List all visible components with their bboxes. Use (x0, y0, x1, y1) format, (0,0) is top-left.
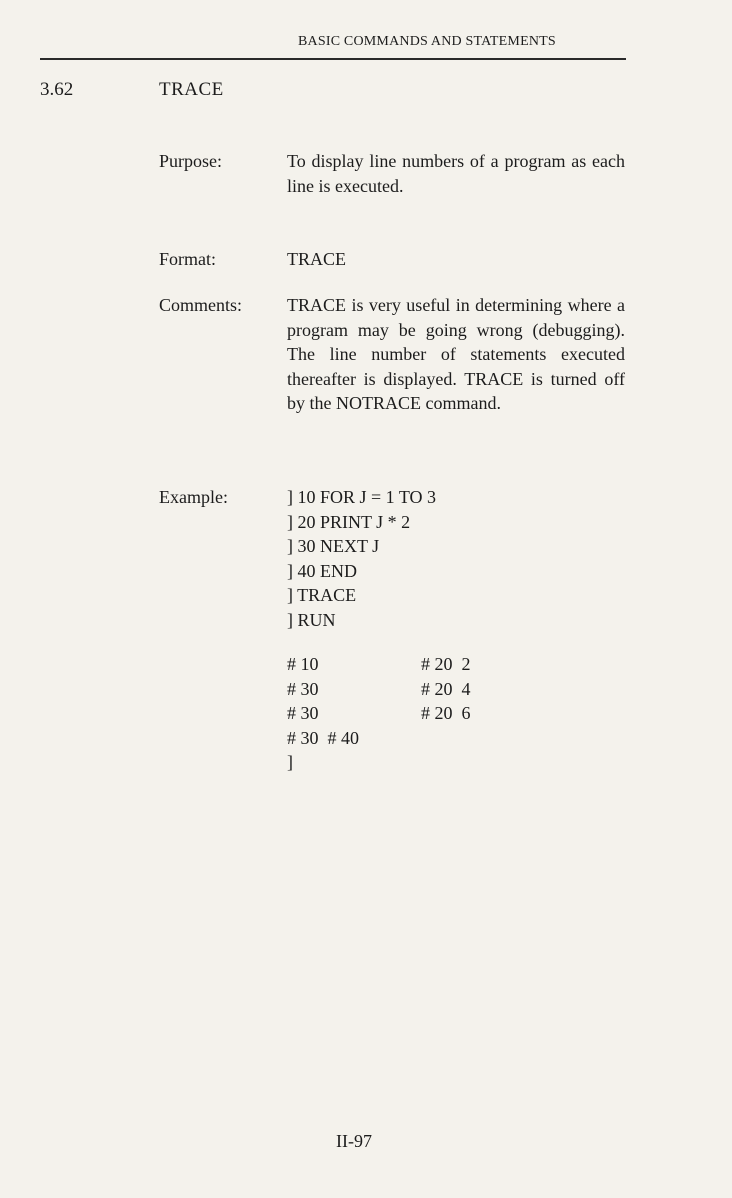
output-right: # 20 2 (421, 654, 471, 674)
running-header: BASIC COMMANDS AND STATEMENTS (298, 34, 556, 49)
purpose-label: Purpose: (159, 151, 222, 171)
code-line: ] 40 END (287, 560, 357, 581)
format-text: TRACE (287, 249, 347, 269)
final-prompt: ] (287, 752, 293, 772)
code-line: ] 10 FOR J = 1 TO 3 (287, 487, 437, 507)
output-right: # 20 4 (421, 678, 471, 699)
output-right: # 20 6 (421, 703, 471, 723)
code-line: ] RUN (287, 609, 336, 630)
example-label: Example: (159, 487, 228, 507)
purpose-text: To display line numbers of a program as each line is executed. (287, 151, 625, 196)
output-left: # 30 (287, 678, 319, 699)
code-line: ] 30 NEXT J (287, 536, 380, 556)
header-rule (40, 58, 626, 60)
comments-text: TRACE is very useful in determining where a program may be going wrong (debugging). The line number of statements executed thereafter is displayed. TRACE is turned off by the NOTRACE command. (287, 295, 625, 413)
output-left: # 10 (287, 654, 319, 674)
example-code-listing (287, 485, 436, 632)
code-line: ] TRACE (287, 585, 357, 605)
format-label: Format: (159, 249, 216, 269)
comments-label: Comments: (159, 295, 243, 315)
page-number: II-97 (336, 1131, 372, 1151)
code-line: ] 20 PRINT J * 2 (287, 511, 411, 532)
section-title: TRACE (159, 79, 224, 100)
section-number: 3.62 (40, 79, 74, 100)
output-left: # 30 (287, 703, 319, 723)
output-left: # 30 # 40 (287, 727, 359, 748)
